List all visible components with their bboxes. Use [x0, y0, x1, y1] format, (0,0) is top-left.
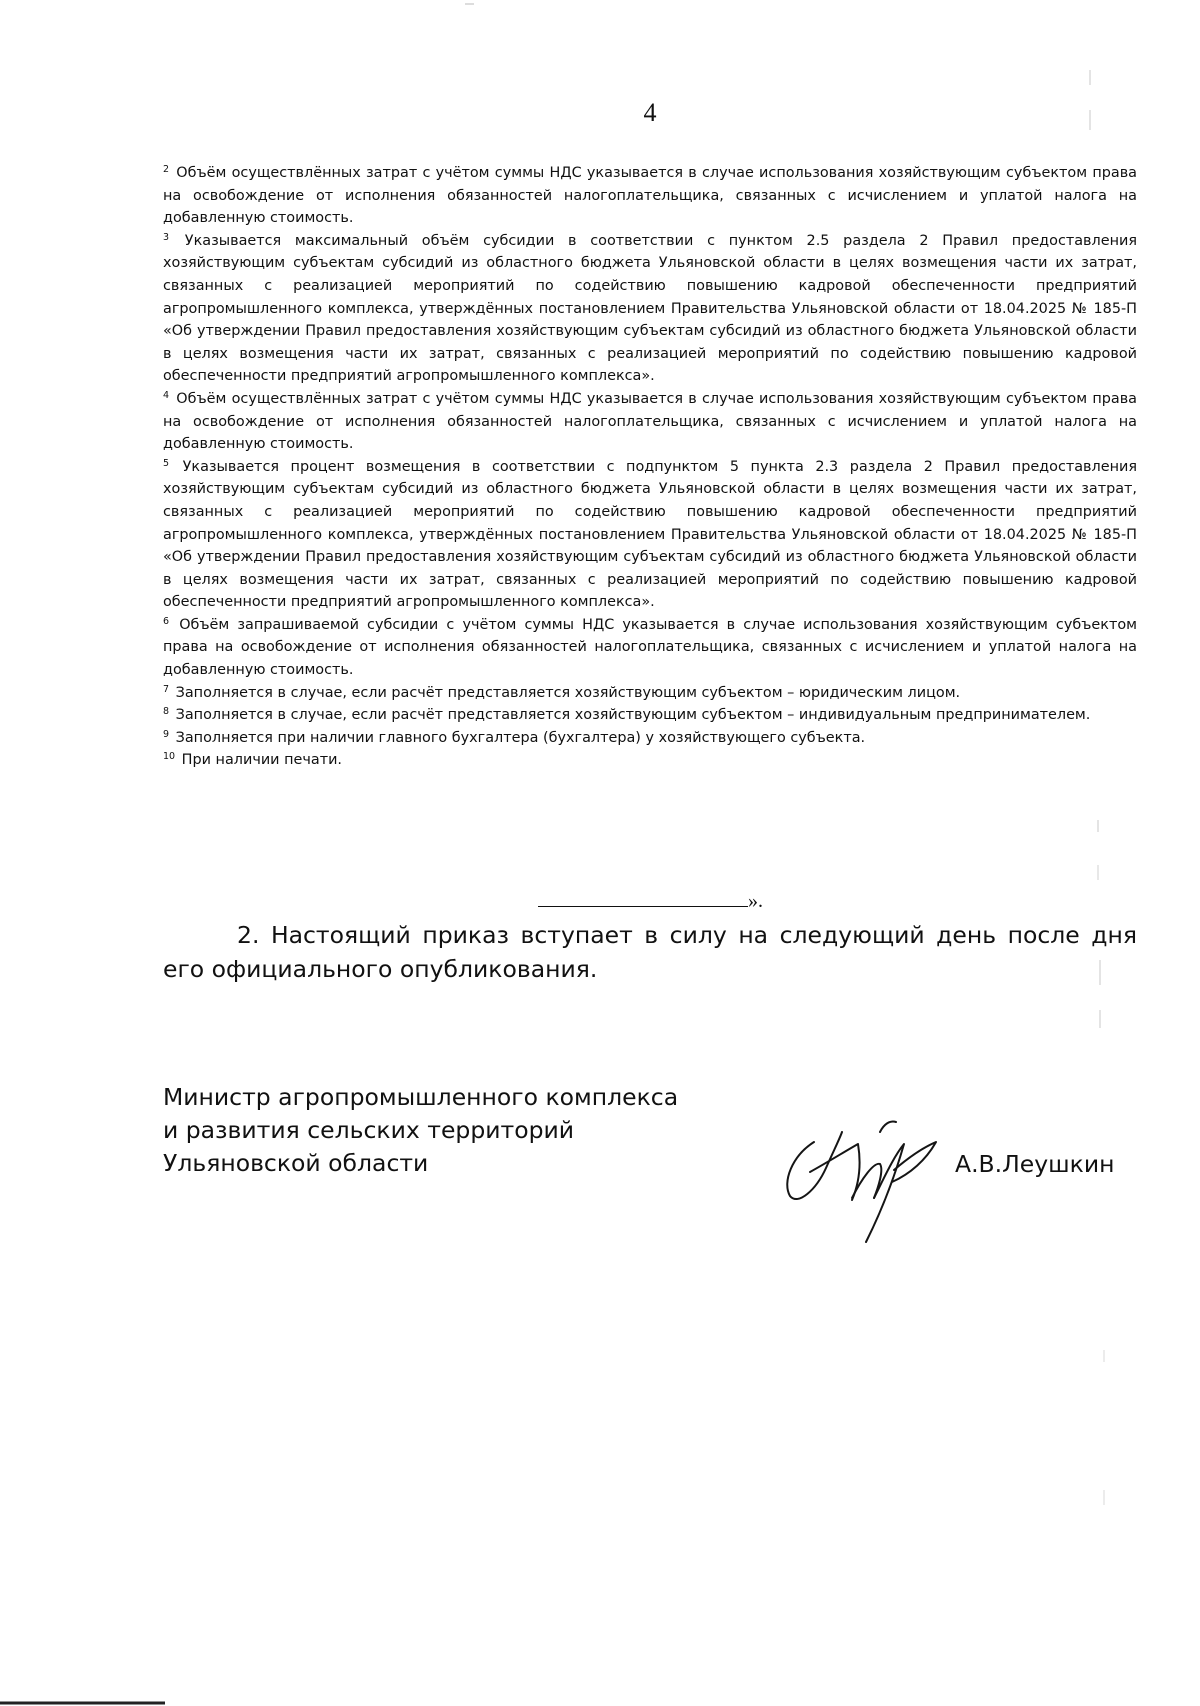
- footnote-text: Объём осуществлённых затрат с учётом суммы НДС указывается в случае использования хозяйствующим субъектом права на освобождение от исполнения обязанностей налогоплательщика, связанных с исчислением и уплатой налога на добавленную стоимость.: [163, 390, 1137, 453]
- footnote-text: Заполняется в случае, если расчёт представляется хозяйствующим субъектом – индивидуальным предпринимателем.: [175, 707, 1091, 724]
- footnote-number: 2: [163, 164, 170, 175]
- footnotes: [163, 162, 1137, 772]
- footnote-number: 8: [163, 706, 170, 718]
- footnote: [163, 704, 1137, 727]
- footnote-text: Объём запрашиваемой субсидии с учётом суммы НДС указывается в случае использования хозяйствующим субъектом права на освобождение от исполнения обязанностей налогоплательщика, связанных с исчислением и уплатой налога на добавленную стоимость.: [163, 616, 1137, 679]
- effective-date-clause: 2. Настоящий приказ вступает в силу на следующий день после дня его официального опубликования.: [163, 921, 1137, 983]
- footnote: [163, 388, 1137, 456]
- closing-line: [538, 888, 763, 913]
- footnote: [163, 614, 1137, 682]
- footnote-number: 5: [163, 457, 170, 469]
- footnote-number: 6: [163, 615, 170, 627]
- footnote: [163, 727, 1137, 750]
- closing-quote: ».: [748, 890, 763, 912]
- handwritten-signature: [780, 1108, 950, 1248]
- footnote-number: 9: [163, 728, 170, 740]
- blank-line: [538, 888, 748, 907]
- footnote: [163, 456, 1137, 614]
- footnote-number: 7: [163, 683, 170, 695]
- footnote-number: 3: [163, 231, 170, 243]
- footnote-text: При наличии печати.: [181, 752, 343, 769]
- footnote-number: 4: [163, 389, 170, 401]
- footnote: [163, 230, 1137, 388]
- footnote: [163, 682, 1137, 705]
- footnote-number: 10: [163, 751, 176, 763]
- signatory-title-line: и развития сельских территорий: [163, 1116, 575, 1144]
- footnote-text: Заполняется в случае, если расчёт представляется хозяйствующим субъектом – юридическим лицом.: [175, 684, 961, 701]
- signatory-name: А.В.Леушкин: [955, 1150, 1115, 1178]
- footnote: [163, 162, 1137, 230]
- signatory-title: [163, 1081, 678, 1180]
- signatory-title-line: Ульяновской области: [163, 1149, 429, 1177]
- signatory-title-line: Министр агропромышленного комплекса: [163, 1083, 679, 1111]
- footnote-text: Указывается максимальный объём субсидии в соответствии с пунктом 2.5 раздела 2 Правил предоставления хозяйствующим субъектам субсидий из областного бюджета Ульяновской области в целях возмещения части их затрат, связанных с реализацией мероприятий по содействию повышению кадровой обеспеченности предприятий агропромышленного комплекса, утверждённых постановлением Правительства Ульяновской области от 18.04.2025 № 185-П «Об утверждении Правил предоставления хозяйствующим субъектам субсидий из областного бюджета Ульяновской области в целях возмещения части их затрат, связанных с реализацией мероприятий по содействию повышению кадровой обеспеченности предприятий агропромышленного комплекса».: [163, 232, 1138, 385]
- footnote-text: Объём осуществлённых затрат с учётом суммы НДС указывается в случае использования хозяйствующим субъектом права на освобождение от исполнения обязанностей налогоплательщика, связанных с исчислением и уплатой налога на добавленную стоимость.: [163, 165, 1137, 227]
- page-number: 4: [643, 98, 657, 127]
- footnote-text: Заполняется при наличии главного бухгалтера (бухгалтера) у хозяйствующего субъекта.: [175, 729, 866, 746]
- footnote-text: Указывается процент возмещения в соответствии с подпунктом 5 пункта 2.3 раздела 2 Правил предоставления хозяйствующим субъектам субсидий из областного бюджета Ульяновской области в целях возмещения части их затрат, связанных с реализацией мероприятий по содействию повышению кадровой обеспеченности предприятий агропромышленного комплекса, утверждённых постановлением Правительства Ульяновской области от 18.04.2025 № 185-П «Об утверждении Правил предоставления хозяйствующим субъектам субсидий из областного бюджета Ульяновской области в целях возмещения части их затрат, связанных с реализацией мероприятий по содействию повышению кадровой обеспеченности предприятий агропромышленного комплекса».: [163, 458, 1138, 611]
- footnote: [163, 749, 1137, 772]
